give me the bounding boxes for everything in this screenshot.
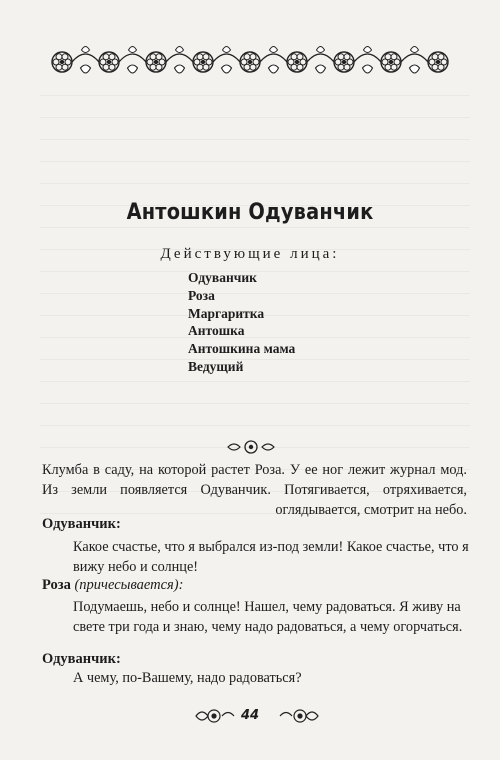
cast-item: Антошка [188,323,245,339]
cast-item: Антошкина мама [188,341,296,357]
dialogue-line: А чему, по-Вашему, надо радоваться? [73,670,302,686]
cast-item: Роза [188,287,215,303]
stage-remark: (причесывается): [74,577,184,593]
cast-heading: Действующие лица: [160,246,340,262]
speaker-label: Одуванчик: [42,516,121,532]
speaker-name [42,516,121,533]
dialogue-line: Какое счастье, что я выбрался из-под земли! Какое счастье, что я вижу небо и солнце! [73,539,469,575]
cast-item: Одуванчик [188,270,257,285]
floral-border-ornament [40,38,465,86]
page-number: 44 [240,708,260,723]
stage-direction: Клумба в саду, на которой растет Роза. У ее ног лежит журнал мод. Из земли появляется Одуванчик. Потягивается, отряхивается, оглядывается, смотрит на небо. [42,462,467,518]
cast-list [188,269,295,376]
dialogue-line: Подумаешь, небо и солнце! Нашел, чему радоваться. Я живу на свете три года и знаю, чему надо радоваться, а чему огорчаться. [73,599,463,635]
play-title: Антошкин Одуванчик [126,200,374,225]
speaker-name [42,577,183,594]
flower-divider-ornament [226,438,276,456]
speaker-label: Роза [42,577,71,593]
speaker-name [42,651,121,668]
cast-item: Ведущий [188,358,244,374]
cast-item: Маргаритка [188,305,265,321]
speaker-label: Одуванчик: [42,651,121,667]
